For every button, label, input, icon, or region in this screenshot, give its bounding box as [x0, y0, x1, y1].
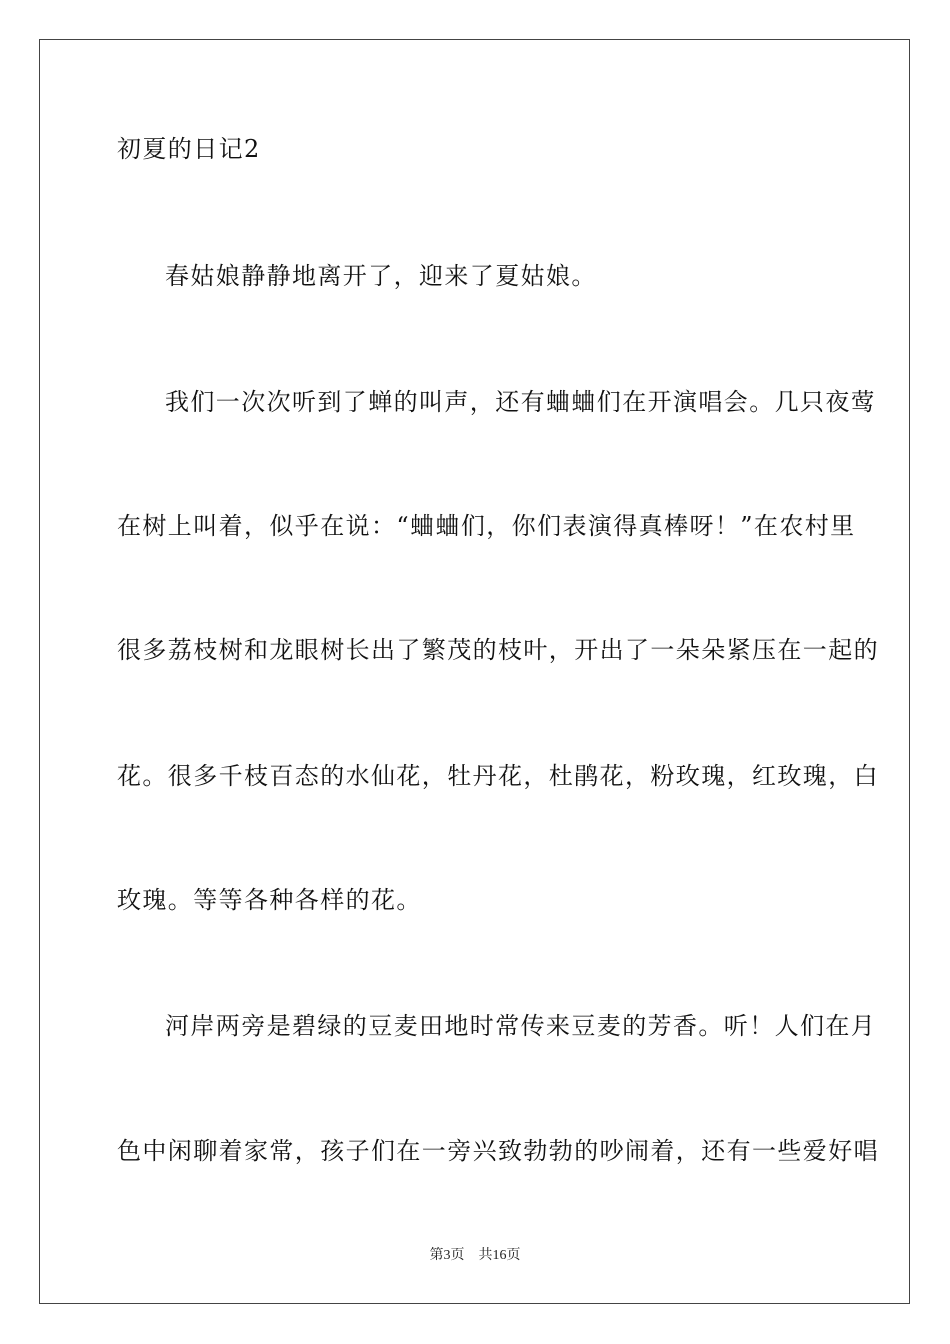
page-total: 共16页	[478, 1248, 521, 1263]
document-title: 初夏的日记2	[117, 135, 261, 163]
paragraph-line: 花。很多千枝百态的水仙花，牡丹花，杜鹃花，粉玫瑰，红玫瑰，白	[117, 762, 879, 790]
paragraph-line: 很多荔枝树和龙眼树长出了繁茂的枝叶，开出了一朵朵紧压在一起的	[117, 636, 879, 664]
page-border	[39, 39, 910, 1304]
paragraph-line: 春姑娘静静地离开了，迎来了夏姑娘。	[165, 262, 597, 290]
paragraph-line: 河岸两旁是碧绿的豆麦田地时常传来豆麦的芳香。听！人们在月	[165, 1012, 877, 1040]
page-footer	[0, 1247, 950, 1265]
paragraph-line: 色中闲聊着家常，孩子们在一旁兴致勃勃的吵闹着，还有一些爱好唱	[117, 1137, 879, 1165]
paragraph-line: 玫瑰。等等各种各样的花。	[117, 886, 422, 914]
page-number: 第3页	[429, 1248, 465, 1263]
paragraph-line: 在树上叫着，似乎在说：“蛐蛐们，你们表演得真棒呀！”在农村里	[117, 512, 856, 540]
paragraph-line: 我们一次次听到了蝉的叫声，还有蛐蛐们在开演唱会。几只夜莺	[165, 388, 877, 416]
